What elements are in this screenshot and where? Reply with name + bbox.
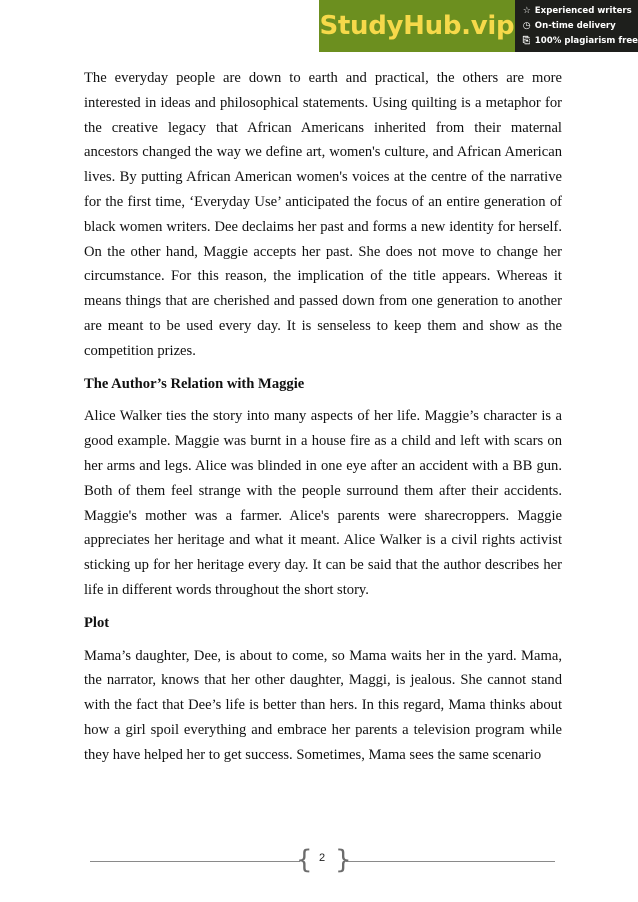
left-brace-icon: {: [296, 845, 313, 875]
promo-banner[interactable]: [319, 0, 638, 52]
feature-experienced-writers: [523, 4, 638, 19]
paragraph: Mama’s daughter, Dee, is about to come, so Mama waits her in the yard. Mama, the narrator, knows that her other daughter, Maggi, is jealous. She cannot stand with the fact that Dee’s life is better than hers. In this regard, Mama thinks about how a girl spoil everything and embrace her parents a television program while they have helped her to get success. Sometimes, Mama sees the same scenario: [84, 647, 562, 763]
feature-plagiarism-free: [523, 34, 638, 49]
section-heading: The Author’s Relation with Maggie: [84, 375, 305, 392]
copy-icon: ⎘: [522, 36, 530, 46]
feature-on-time-delivery: [523, 19, 638, 34]
clock-icon: ◷: [522, 21, 531, 31]
right-brace-icon: }: [335, 845, 352, 875]
section-heading: Plot: [84, 614, 110, 631]
studyhub-logo[interactable]: StudyHub.vip: [319, 0, 515, 52]
paragraph: Alice Walker ties the story into many aspects of her life. Maggie’s character is a good example. Maggie was burnt in a house fire as a child and left with scars on her arms and legs. Alice was blinded in one eye after an accident with a BB gun. Both of them feel strange with the people surround them after their accidents. Maggie's mother was a farmer. Alice's parents were sharecroppers. Maggie appreciates her heritage and what it meant. Alice Walker is a civil rights activist sticking up for her heritage every day. It can be said that the author describes her life in different words throughout the short story.: [84, 408, 562, 598]
feature-label: Experienced writers: [534, 6, 632, 16]
footer-divider-right: [346, 861, 555, 862]
feature-label: 100% plagiarism free: [534, 36, 638, 46]
feature-label: On-time delivery: [534, 21, 616, 31]
paragraph: The everyday people are down to earth and practical, the others are more interested in ideas and philosophical statements. Using quilting is a metaphor for the creative legacy that African Americans inherited from their maternal ancestors changed the way we define art, women's culture, and African American lives. By putting African American women's voices at the centre of the narrative for the first time, ‘Everyday Use’ anticipated the focus of an entire generation of black women writers. Dee declaims her past and forms a new identity for herself. On the other hand, Maggie accepts her past. She does not move to change her circumstance. For this reason, the implication of the title appears. Whereas it means things that are cherished and passed down from one generation to another are meant to be used every day. It is senseless to keep them and show as the competition prizes.: [84, 70, 562, 359]
footer-divider-left: [90, 861, 300, 862]
document-body: [84, 66, 562, 768]
star-icon: ☆: [522, 6, 531, 16]
feature-list: [515, 0, 638, 52]
page-number: 2: [318, 852, 326, 864]
